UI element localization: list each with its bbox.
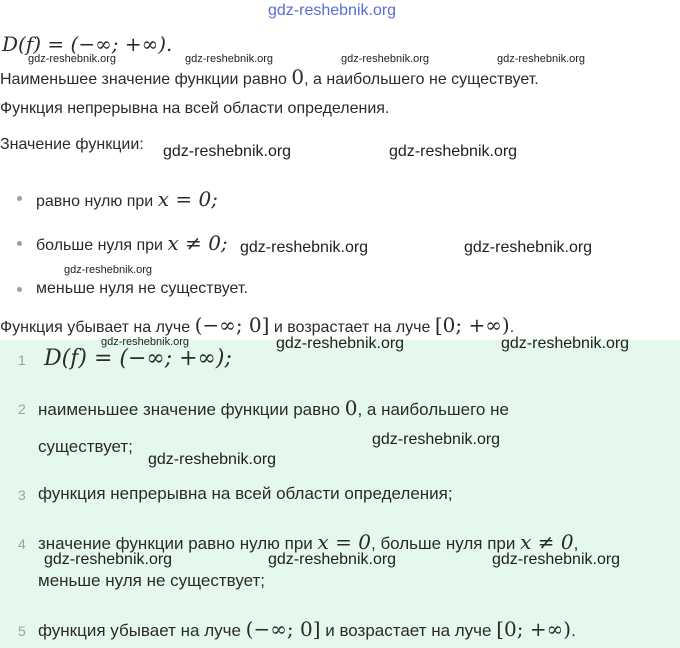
summary-number: 2 (18, 401, 26, 417)
watermark: gdz-reshebnik.org (148, 451, 277, 468)
watermark: gdz-reshebnik.org (268, 551, 397, 568)
monotonicity-sentence: Функция убывает на луче (−∞; 0] и возрастает на луче [0; +∞). (0, 313, 515, 337)
watermark: gdz-reshebnik.org (64, 264, 153, 276)
watermark: gdz-reshebnik.org (497, 53, 586, 65)
summary-number: 4 (18, 536, 26, 552)
bullet-marker (17, 196, 22, 201)
watermark: gdz-reshebnik.org (28, 53, 117, 65)
min-max-sentence: Наименьшее значение функции равно 0, а наибольшего не существует. (0, 65, 539, 89)
summary-item-values-line2: меньше нуля не существует; (38, 571, 266, 590)
watermark: gdz-reshebnik.org (492, 551, 621, 568)
continuity-sentence: Функция непрерывна на всей области определения. (0, 100, 390, 117)
watermark: gdz-reshebnik.org (163, 143, 292, 160)
summary-number: 3 (18, 487, 26, 503)
summary-number: 5 (18, 623, 26, 639)
watermark-header: gdz-reshebnik.org (268, 2, 397, 19)
summary-item-monotonicity: функция убывает на луче (−∞; 0] и возрастает на луче [0; +∞). (38, 617, 576, 641)
watermark: gdz-reshebnik.org (185, 53, 274, 65)
summary-number: 1 (18, 352, 26, 368)
bullet-item-negative: меньше нуля не существует. (36, 280, 248, 297)
watermark: gdz-reshebnik.org (240, 239, 369, 256)
watermark: gdz-reshebnik.org (501, 335, 630, 352)
watermark: gdz-reshebnik.org (372, 431, 501, 448)
summary-item-domain: D(f) = (−∞; +∞); (44, 346, 232, 371)
watermark: gdz-reshebnik.org (389, 143, 518, 160)
summary-item-min-max: наименьшее значение функции равно 0, а наибольшего не (38, 396, 509, 420)
watermark: gdz-reshebnik.org (101, 336, 190, 348)
bullet-marker (17, 241, 22, 246)
watermark: gdz-reshebnik.org (341, 53, 430, 65)
watermark: gdz-reshebnik.org (276, 335, 405, 352)
summary-item-min-max-line2: существует; (38, 437, 133, 456)
summary-item-values: значение функции равно нулю при x = 0, больше нуля при x ≠ 0, (38, 530, 579, 554)
watermark: gdz-reshebnik.org (44, 551, 173, 568)
summary-item-continuity: функция непрерывна на всей области определения; (38, 484, 453, 503)
watermark: gdz-reshebnik.org (464, 239, 593, 256)
domain-formula: D(f) = (−∞; +∞). (2, 32, 173, 56)
values-label: Значение функции: (0, 136, 144, 153)
bullet-item-positive: больше нуля при x ≠ 0; (36, 231, 228, 255)
bullet-item-zero: равно нулю при x = 0; (36, 187, 218, 211)
bullet-marker (17, 287, 22, 292)
